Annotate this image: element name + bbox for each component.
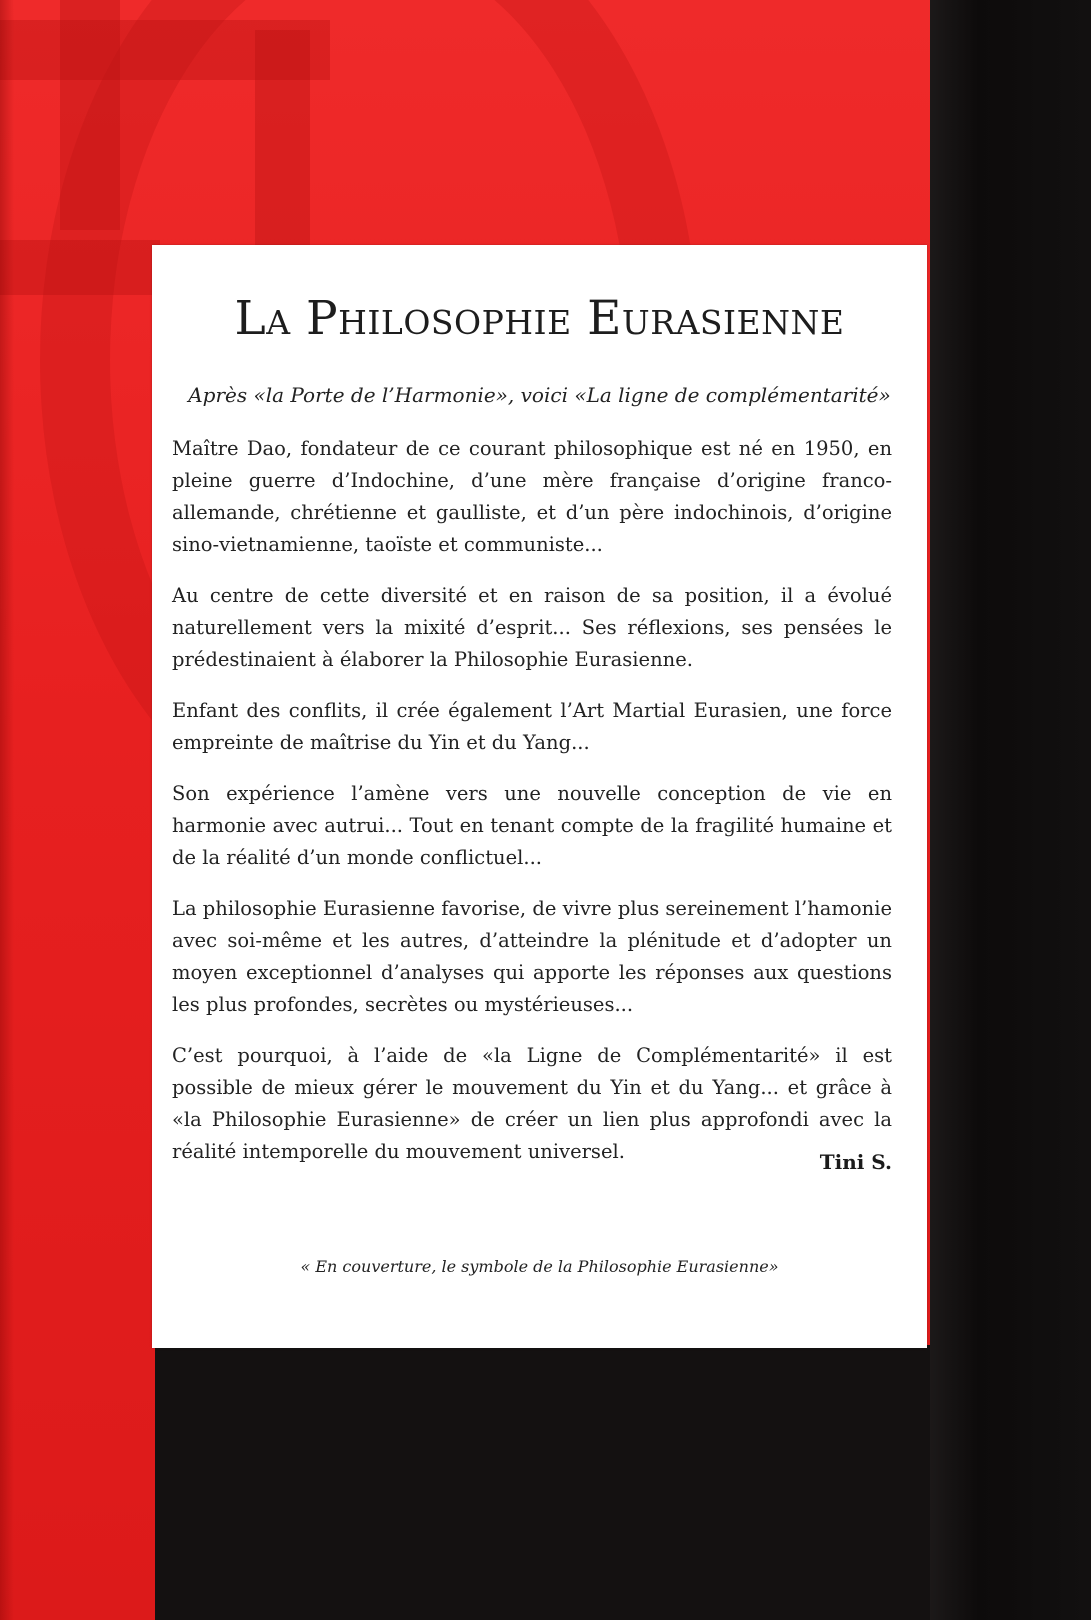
cover-caption: « En couverture, le symbole de la Philosophie Eurasienne»	[300, 1257, 779, 1276]
text-panel	[152, 245, 927, 1348]
blurb-paragraph: Au centre de cette diversité et en raison de sa position, il a évolué naturellement vers la mixité d’esprit... Ses réflexions, ses pensées le prédestinaient à élaborer la Philosophie Eurasienne.	[172, 584, 892, 671]
blurb-paragraph: Maître Dao, fondateur de ce courant philosophique est né en 1950, en pleine guerre d’Indochine, d’une mère française d’origine franco-allemande, chrétienne et gaulliste, et d’un père indochinois, d’origine sino-vietnamienne, taoïste et communiste...	[172, 437, 892, 556]
blurb-paragraph: Son expérience l’amène vers une nouvelle conception de vie en harmonie avec autrui... Tout en tenant compte de la fragilité humaine et de la réalité d’un monde conflictuel...	[172, 782, 892, 869]
cover-symbol-stroke	[0, 240, 160, 295]
cover-edge-shadow	[0, 0, 14, 1620]
author-signature: Tini S.	[819, 1150, 892, 1174]
blurb-paragraph: Enfant des conflits, il crée également l’Art Martial Eurasien, une force empreinte de maîtrise du Yin et du Yang...	[172, 699, 892, 754]
blurb-body	[172, 433, 892, 1187]
cover-symbol-stroke	[60, 0, 120, 230]
book-subtitle: Après «la Porte de l’Harmonie», voici «La ligne de complémentarité»	[188, 383, 891, 407]
book-title: La Philosophie Eurasienne	[234, 291, 845, 346]
cover-symbol-stroke	[255, 30, 310, 245]
black-cover-right-edge	[930, 0, 1091, 1620]
blurb-paragraph: C’est pourquoi, à l’aide de «la Ligne de Complémentarité» il est possible de mieux gérer le mouvement du Yin et du Yang... et grâce à «la Philosophie Eurasienne» de créer un lien plus approfondi avec la réalité intemporelle du mouvement universel.	[172, 1044, 892, 1163]
blurb-paragraph: La philosophie Eurasienne favorise, de vivre plus sereinement l’hamonie avec soi-même et les autres, d’atteindre la plénitude et d’adopter un moyen exceptionnel d’analyses qui apporte les réponses aux questions les plus profondes, secrètes ou mystérieuses...	[172, 897, 892, 1016]
black-cover-band	[155, 1345, 930, 1620]
